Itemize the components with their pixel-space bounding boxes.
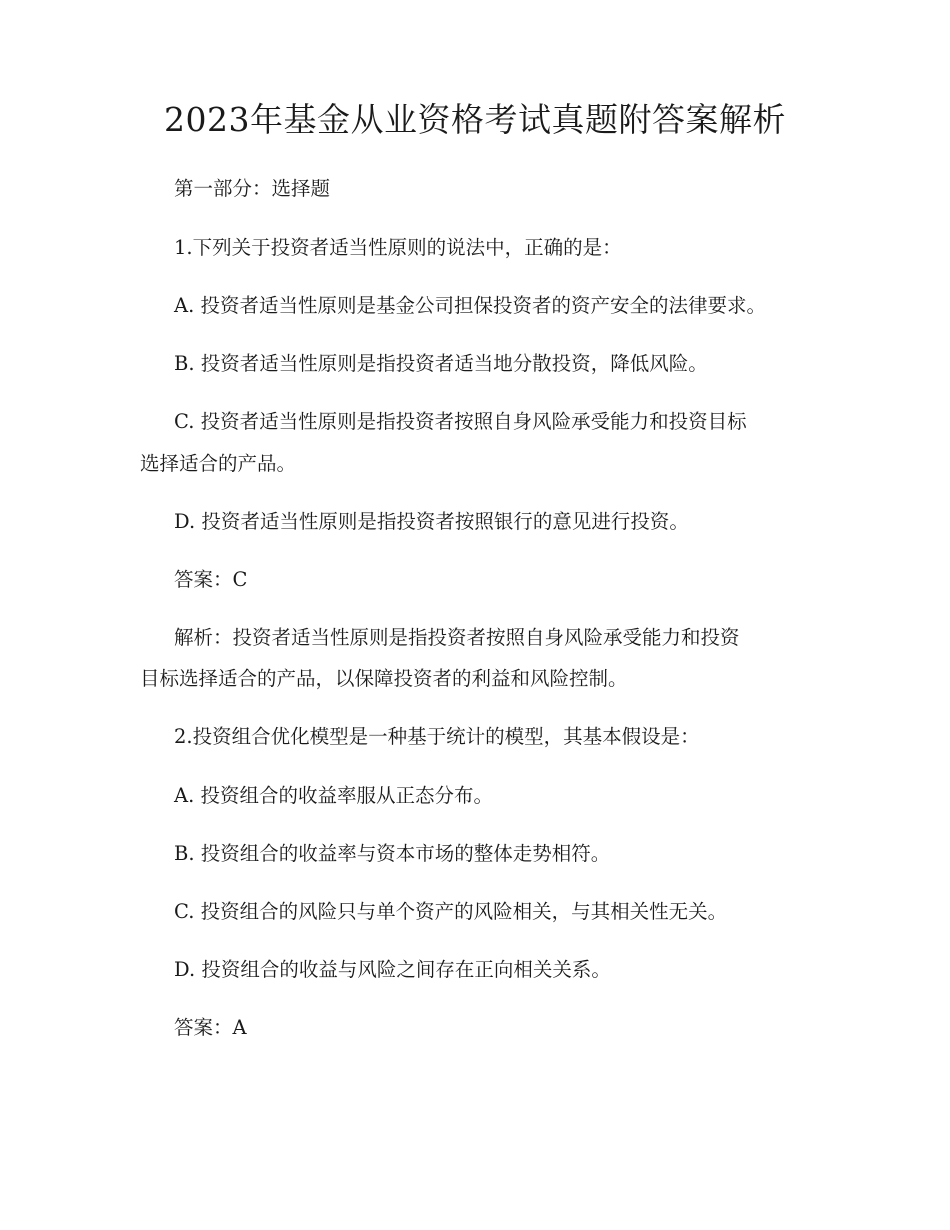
q1-option-c-continued: 选择适合的产品。 bbox=[140, 452, 297, 475]
q2-option-d: D. 投资组合的收益与风险之间存在正向相关关系。 bbox=[174, 958, 611, 981]
q1-option-d: D. 投资者适当性原则是指投资者按照银行的意见进行投资。 bbox=[174, 510, 689, 533]
q1-analysis-continued: 目标选择适合的产品，以保障投资者的利益和风险控制。 bbox=[140, 667, 628, 690]
section-heading: 第一部分：选择题 bbox=[174, 177, 331, 200]
document-title: 2023年基金从业资格考试真题附答案解析 bbox=[164, 100, 786, 139]
q1-analysis: 解析：投资者适当性原则是指投资者按照自身风险承受能力和投资 bbox=[174, 626, 740, 649]
q2-option-a: A. 投资组合的收益率服从正态分布。 bbox=[174, 784, 493, 807]
q2-option-b: B. 投资组合的收益率与资本市场的整体走势相符。 bbox=[174, 842, 611, 865]
q1-option-b: B. 投资者适当性原则是指投资者适当地分散投资，降低风险。 bbox=[174, 352, 708, 375]
q1-answer: 答案：C bbox=[174, 568, 248, 591]
q1-option-a: A. 投资者适当性原则是基金公司担保投资者的资产安全的法律要求。 bbox=[174, 294, 766, 317]
q2-option-c: C. 投资组合的风险只与单个资产的风险相关，与其相关性无关。 bbox=[174, 900, 728, 923]
q2-question: 2.投资组合优化模型是一种基于统计的模型，其基本假设是： bbox=[174, 725, 700, 748]
q1-option-c: C. 投资者适当性原则是指投资者按照自身风险承受能力和投资目标 bbox=[174, 410, 747, 433]
q2-answer: 答案：A bbox=[174, 1016, 247, 1039]
q1-question: 1.下列关于投资者适当性原则的说法中，正确的是： bbox=[174, 236, 622, 259]
